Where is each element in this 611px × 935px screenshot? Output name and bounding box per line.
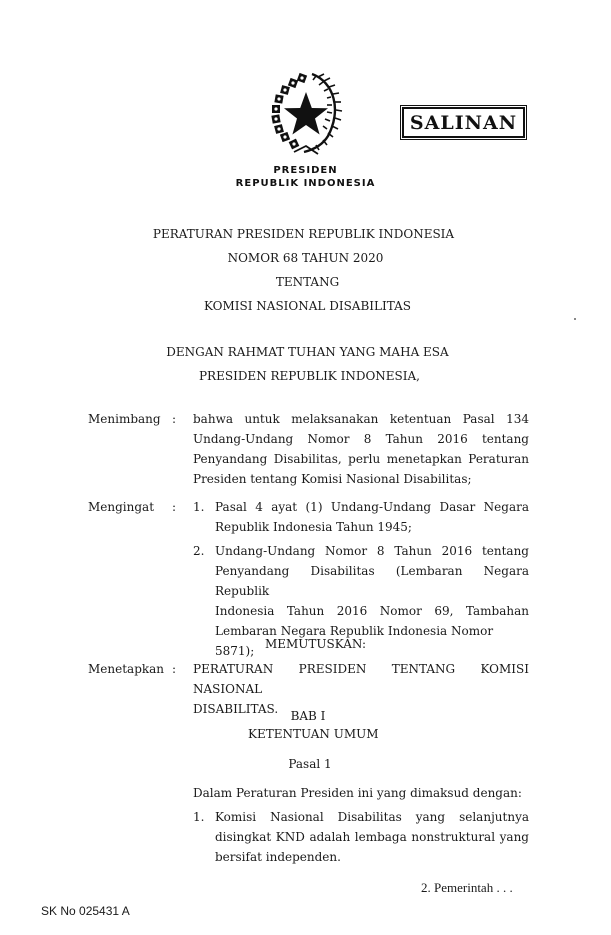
menimbang-line: Penyandang Disabilitas, perlu menetapkan Peraturan — [193, 452, 529, 466]
item-number: 2. — [193, 544, 205, 558]
pasal-intro: Dalam Peraturan Presiden ini yang dimaksud dengan: — [193, 786, 522, 800]
item-line: Komisi Nasional Disabilitas yang selanjutnya — [215, 810, 529, 824]
item-line: disingkat KND adalah lembaga nonstruktural yang — [215, 830, 529, 844]
menimbang-label: Menimbang — [88, 412, 161, 426]
pasal-title-text: Pasal 1 — [288, 757, 332, 771]
definition-item — [193, 807, 529, 867]
menimbang-colon: : — [171, 412, 177, 426]
regulation-tentang: TENTANG — [275, 275, 340, 289]
scan-speck — [574, 318, 576, 320]
regulation-type: PERATURAN PRESIDEN REPUBLIK INDONESIA — [152, 227, 455, 241]
item-line: bersifat independen. — [215, 850, 341, 864]
menimbang-body — [193, 409, 529, 489]
mengingat-item — [193, 497, 529, 537]
regulation-number: NOMOR 68 TAHUN 2020 — [227, 251, 384, 265]
item-line: Indonesia Tahun 2016 Nomor 69, Tambahan — [215, 604, 529, 618]
menimbang-line: bahwa untuk melaksanakan ketentuan Pasal 134 — [193, 412, 529, 426]
item-number: 1. — [193, 500, 205, 514]
menimbang-line: Presiden tentang Komisi Nasional Disabilitas; — [193, 472, 472, 486]
preamble-line2: PRESIDEN REPUBLIK INDONESIA, — [198, 369, 420, 383]
menetapkan-line: DISABILITAS. — [193, 702, 279, 716]
item-line: Penyandang Disabilitas (Lembaran Negara Republik — [215, 564, 529, 598]
item-line: Republik Indonesia Tahun 1945; — [215, 520, 412, 534]
menetapkan-label: Menetapkan — [88, 662, 165, 676]
garuda-presidential-seal-icon — [268, 70, 344, 156]
mengingat-label: Mengingat — [88, 500, 155, 514]
next-page-catchword: 2. Pemerintah . . . — [421, 880, 513, 895]
bab-title-text: KETENTUAN UMUM — [248, 727, 379, 741]
preamble-line1: DENGAN RAHMAT TUHAN YANG MAHA ESA — [166, 345, 449, 359]
menetapkan-line: PERATURAN PRESIDEN TENTANG KOMISI NASIONAL — [193, 662, 529, 696]
menetapkan-body — [193, 659, 529, 719]
item-number: 1. — [193, 810, 205, 824]
salinan-stamp: SALINAN — [402, 107, 525, 138]
pasal-content — [193, 783, 529, 867]
item-line: Undang-Undang Nomor 8 Tahun 2016 tentang — [215, 544, 529, 558]
bab-number-text: BAB I — [290, 709, 326, 723]
item-line: Pasal 4 ayat (1) Undang-Undang Dasar Negara — [215, 500, 529, 514]
menetapkan-colon: : — [171, 662, 177, 676]
sk-number: SK No 025431 A — [41, 904, 130, 918]
menimbang-line: Undang-Undang Nomor 8 Tahun 2016 tentang — [193, 432, 529, 446]
office-title-line2: REPUBLIK INDONESIA — [235, 178, 376, 189]
office-title-line1: PRESIDEN — [273, 165, 338, 176]
mengingat-colon: : — [171, 500, 177, 514]
memutuskan-heading: MEMUTUSKAN: — [264, 637, 367, 651]
regulation-subject: KOMISI NASIONAL DISABILITAS — [204, 299, 411, 313]
item-line: Lembaran Negara Republik Indonesia Nomor 5871); — [215, 624, 494, 658]
